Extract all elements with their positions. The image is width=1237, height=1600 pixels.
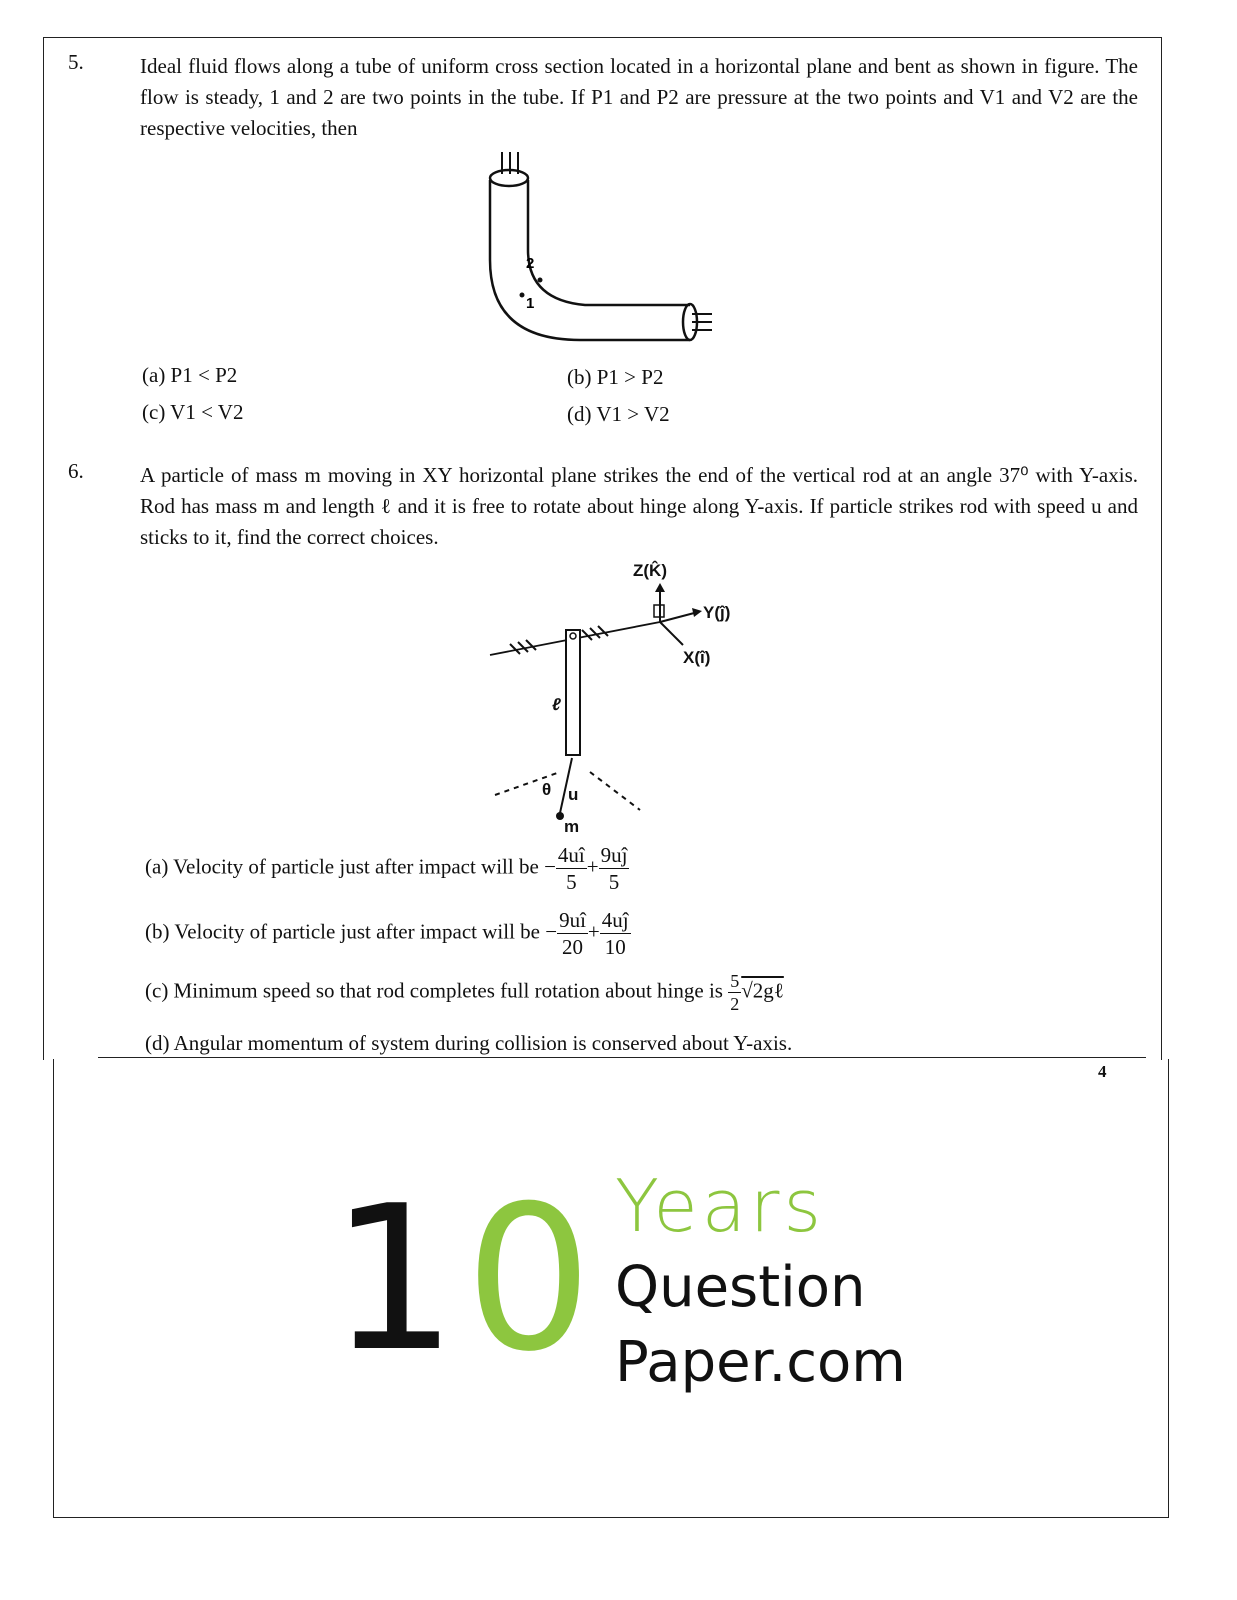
- numerator: 9uî: [559, 908, 586, 932]
- minus-sign: −: [544, 854, 556, 879]
- option-a-text: (a) Velocity of particle just after impact will be: [145, 854, 539, 879]
- q5-option-c: (c) V1 < V2: [142, 400, 244, 424]
- rod-hinge-figure: [480, 550, 750, 840]
- denominator: 20: [562, 935, 583, 959]
- denominator: 5: [566, 870, 577, 894]
- q6-option-d: (d) Angular momentum of system during collision is conserved about Y-axis.: [145, 1031, 793, 1055]
- logo-digit-0: 0: [465, 1163, 593, 1396]
- denominator: 10: [604, 935, 626, 959]
- question-5-text: Ideal fluid flows along a tube of uniform cross section located in a horizontal plane and bent as shown in figure. The flow is steady, 1 and 2 are two points in the tube. If P1 and P2 are pressure at the two points and V1 and V2 are the respective velocities, then: [140, 54, 1138, 140]
- numerator: 5: [730, 971, 740, 991]
- numerator: 9uĵ: [600, 843, 628, 867]
- q5-option-b: (b) P1 > P2: [567, 365, 664, 389]
- numerator: 4uĵ: [601, 908, 629, 932]
- question-number-6: 6.: [68, 459, 84, 483]
- q6-option-c: [145, 970, 784, 1015]
- question-number-5: 5.: [68, 50, 84, 74]
- fraction: [728, 970, 741, 1015]
- plus-sign: +: [587, 919, 600, 944]
- option-b-text: (b) Velocity of particle just after impact will be: [145, 919, 540, 944]
- fraction: [557, 907, 588, 960]
- q6-option-b: [145, 907, 631, 960]
- logo-text-paper: Paper.com: [615, 1330, 906, 1395]
- fraction: [556, 842, 587, 895]
- logo-digit-1: 1: [330, 1163, 458, 1396]
- q5-option-a: (a) P1 < P2: [142, 363, 238, 387]
- denominator: 5: [608, 870, 620, 894]
- fraction: [600, 907, 631, 960]
- square-root: √2gℓ: [741, 978, 784, 1003]
- z-axis-label: Z(K̂): [633, 561, 667, 580]
- point-1-label: 1: [526, 295, 535, 312]
- q5-option-d: (d) V1 > V2: [567, 402, 670, 426]
- numerator: 4uî: [557, 843, 585, 867]
- point-2-label: 2: [526, 255, 535, 272]
- speed-label: u: [568, 785, 579, 804]
- logo-text-question: Question: [615, 1255, 866, 1320]
- theta-label: θ: [542, 780, 552, 799]
- y-axis-label: Y(ĵ): [703, 603, 731, 622]
- q6-option-a: [145, 842, 629, 895]
- length-label: ℓ: [552, 695, 561, 714]
- site-logo: [330, 1160, 930, 1420]
- minus-sign: −: [545, 919, 558, 944]
- question-6-text: A particle of mass m moving in XY horizontal plane strikes the end of the vertical rod at an angle 37⁰ with Y-axis. Rod has mass m and length ℓ and it is free to rotate about hinge along Y-axis. If particle strikes rod with speed u and sticks to it, find the correct choices.: [140, 463, 1138, 549]
- bent-tube-figure: [480, 150, 730, 360]
- logo-text-years: Years: [615, 1164, 825, 1248]
- page-number: 4: [1098, 1062, 1107, 1081]
- denominator: 2: [730, 994, 740, 1014]
- x-axis-label: X(î): [683, 648, 711, 667]
- option-c-text: (c) Minimum speed so that rod completes full rotation about hinge is: [145, 978, 723, 1003]
- plus-sign: +: [586, 854, 599, 879]
- mass-label: m: [564, 817, 580, 836]
- fraction: [599, 842, 630, 895]
